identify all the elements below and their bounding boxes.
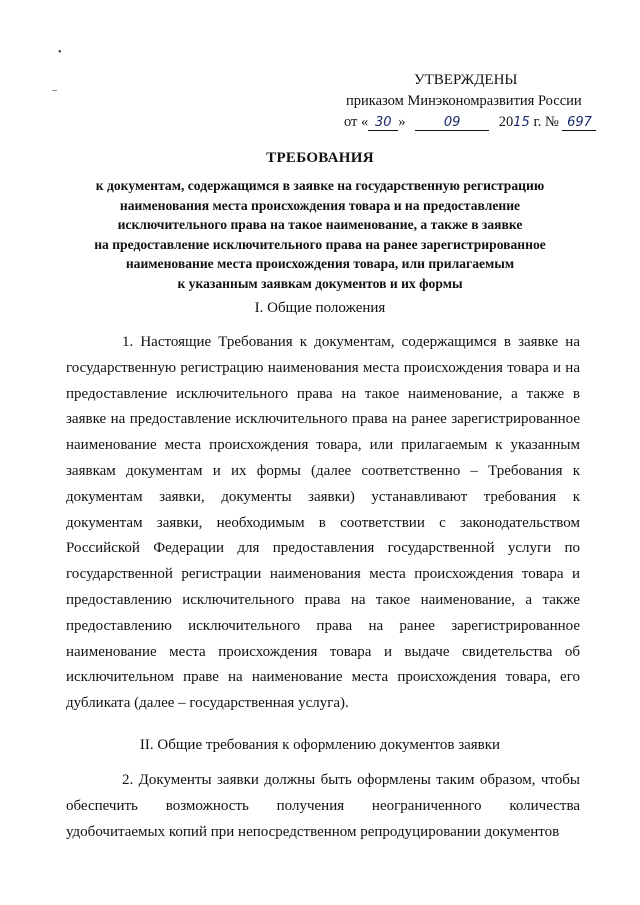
approval-date-line: [340, 112, 620, 133]
subtitle-line: наименование места происхождения товара, или прилагаемым: [125, 256, 515, 271]
scan-speck: •: [58, 47, 62, 58]
paragraph-1: 1. Настоящие Требования к документам, содержащимся в заявке на государственную регистрацию наименования места происхождения товара и на предоставление исключительного права на такое наименование, а также в заявке на предоставление исключительного права на ранее зарегистрированное наименование места происхождения товара, или прилагаемым к указанным заявкам документам и их формы (далее соответственно – Требования к документам заявки, документы заявки) устанавливают требования к документам заявки, необходимым в соответствии с законодательством Российской Федерации для предоставления государственной услуги по государственной регистрации наименования места происхождения товара и предоставлению исключительного права на такое наименование, а также предоставлению исключительного права на ранее зарегистрированное наименование места происхождения товара и выдаче свидетельства об исключительном праве на наименование места происхождения товара, его дубликата (далее – государственная услуга).: [66, 334, 580, 712]
approval-order-line: приказом Минэкономразвития России: [346, 93, 582, 109]
paragraph-2: 2. Документы заявки должны быть оформлены таким образом, чтобы обеспечить возможность получения неограниченного количества удобочитаемых копий при непосредственном репродуцировании документов: [66, 772, 580, 840]
subtitle-line: на предоставление исключительного права на ранее зарегистрированное: [94, 236, 546, 252]
date-year-suffix: г. №: [533, 114, 559, 130]
subtitle-line: к документам, содержащимся в заявке на государственную регистрацию: [95, 178, 545, 193]
subtitle-line: к указанным заявкам документов и их формы: [177, 275, 463, 291]
date-month: 09: [415, 115, 489, 131]
date-year-prefix: 20: [498, 114, 514, 130]
section-heading-formatting: II. Общие требования к оформлению документов заявки: [139, 737, 501, 753]
document-subtitle: [40, 176, 600, 293]
subtitle-line: исключительного права на такое наименование, а также в заявке: [117, 217, 523, 232]
approval-title: УТВЕРЖДЕНЫ: [414, 72, 518, 88]
date-mid: »: [398, 114, 406, 130]
scan-dash: –: [52, 85, 57, 96]
approval-block: [340, 70, 620, 133]
section-heading-general: I. Общие положения: [254, 300, 386, 316]
date-prefix: от «: [344, 114, 369, 130]
date-year: 15: [513, 115, 530, 130]
document-title: ТРЕБОВАНИЯ: [266, 150, 374, 166]
date-day: 30: [368, 115, 398, 131]
order-number: 697: [562, 115, 596, 131]
subtitle-line: наименования места происхождения товара и на предоставление: [119, 197, 521, 213]
